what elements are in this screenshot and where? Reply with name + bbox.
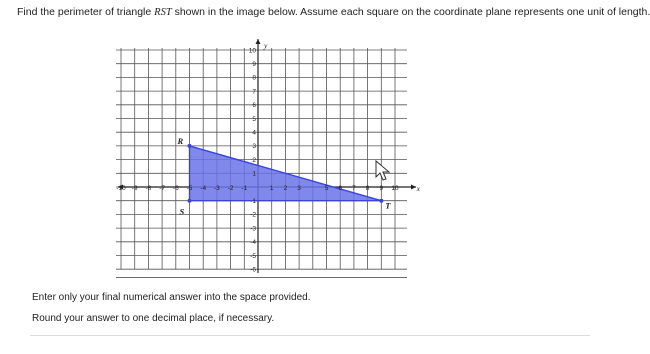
x-axis-arrow-icon bbox=[411, 185, 416, 190]
x-axis-label: x bbox=[416, 184, 420, 193]
y-tick-label: 7 bbox=[252, 88, 256, 96]
coordinate-plane-svg bbox=[116, 37, 420, 277]
y-tick-label: 9 bbox=[252, 61, 256, 68]
x-tick-label: 9 bbox=[379, 185, 384, 192]
x-tick-label: -3 bbox=[214, 185, 220, 192]
y-tick-label: 6 bbox=[252, 102, 256, 110]
y-tick-label: 4 bbox=[252, 129, 256, 137]
x-tick-label: -4 bbox=[200, 185, 207, 192]
x-tick-label: -10 bbox=[116, 185, 126, 192]
y-tick-label: 2 bbox=[252, 156, 256, 164]
x-tick-label: -8 bbox=[145, 185, 152, 192]
x-tick-label: 2 bbox=[283, 185, 288, 192]
vertex-point bbox=[188, 144, 192, 148]
x-tick-label: 10 bbox=[391, 185, 399, 192]
y-tick-label: -5 bbox=[250, 252, 256, 260]
vertex-label: T bbox=[385, 200, 391, 211]
x-tick-label: 5 bbox=[324, 185, 329, 192]
question-before: Find the perimeter of triangle bbox=[17, 6, 155, 18]
x-tick-label: -1 bbox=[241, 185, 248, 192]
y-tick-label: -2 bbox=[250, 211, 256, 219]
x-tick-label: 3 bbox=[297, 185, 301, 192]
x-tick-label: 8 bbox=[365, 185, 370, 192]
x-tick-label: -2 bbox=[227, 185, 234, 192]
triangle-name: RST bbox=[154, 7, 172, 18]
y-tick-label: 5 bbox=[252, 115, 256, 123]
instruction-answer: Enter only your final numerical answer into the space provided. bbox=[32, 292, 311, 303]
y-tick-label: -6 bbox=[250, 266, 256, 274]
coordinate-plane bbox=[116, 37, 420, 277]
y-axis-arrow-icon bbox=[256, 39, 261, 44]
question-text bbox=[17, 6, 650, 18]
vertex-label: R bbox=[177, 135, 184, 146]
x-tick-label: -6 bbox=[172, 185, 179, 192]
mouse-pointer-icon bbox=[374, 159, 392, 188]
y-tick-label: -1 bbox=[250, 198, 256, 205]
instruction-rounding: Round your answer to one decimal place, if necessary. bbox=[32, 313, 275, 324]
y-tick-label: 8 bbox=[252, 74, 256, 82]
answer-input[interactable] bbox=[38, 338, 242, 354]
vertex-point bbox=[379, 199, 383, 203]
y-tick-label: 10 bbox=[248, 47, 256, 55]
y-tick-label: 1 bbox=[252, 170, 256, 178]
x-tick-label: 1 bbox=[269, 185, 274, 192]
x-tick-label: 6 bbox=[338, 185, 343, 192]
x-tick-label: -5 bbox=[186, 185, 193, 192]
x-tick-label: -7 bbox=[159, 185, 165, 192]
x-tick-label: 7 bbox=[352, 185, 356, 192]
y-axis-label: y bbox=[264, 41, 268, 50]
question-after: shown in the image below. Assume each square on the coordinate plane represents one unit of length. bbox=[171, 6, 650, 18]
y-tick-label: 3 bbox=[252, 143, 256, 151]
y-tick-label: -4 bbox=[250, 239, 256, 247]
x-tick-label: -9 bbox=[131, 185, 138, 192]
vertex-point bbox=[188, 199, 192, 203]
y-tick-label: -3 bbox=[250, 225, 256, 233]
vertex-label: S bbox=[179, 206, 185, 217]
